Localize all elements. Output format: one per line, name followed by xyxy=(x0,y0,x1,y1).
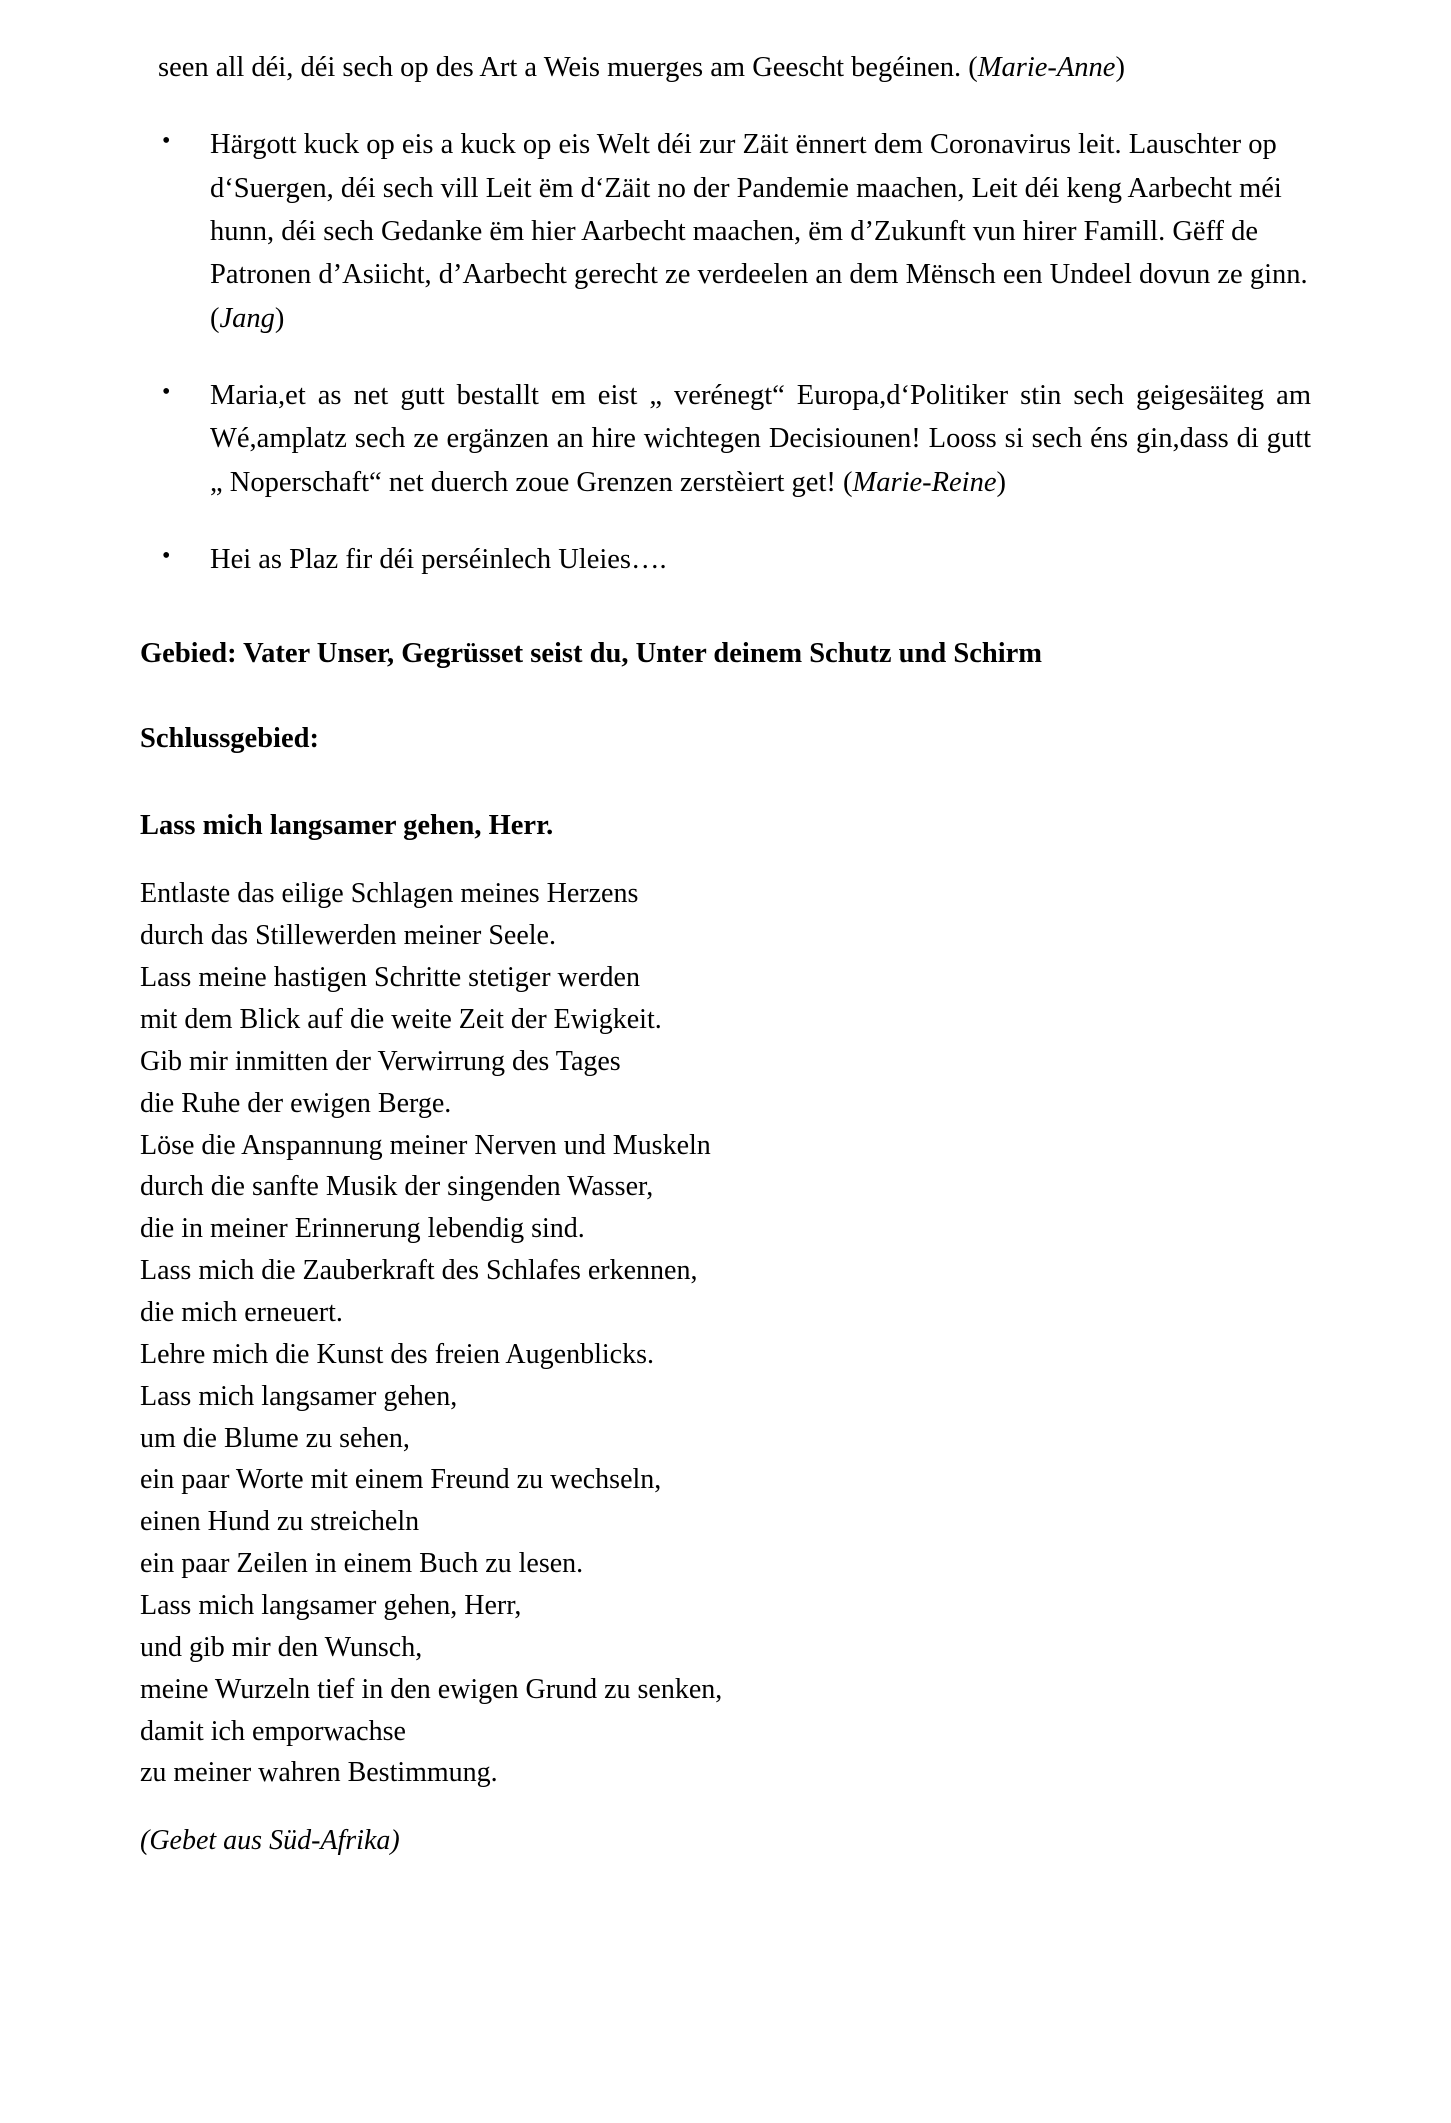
list-item-text: Hei as Plaz fir déi perséinlech Uleies…. xyxy=(210,543,667,575)
poem-line: durch die sanfte Musik der singenden Wasser, xyxy=(140,1171,654,1203)
poem-line: Gib mir inmitten der Verwirrung des Tages xyxy=(140,1045,621,1077)
poem-line: zu meiner wahren Bestimmung. xyxy=(140,1757,498,1789)
poem-line: und gib mir den Wunsch, xyxy=(140,1631,423,1663)
list-item-attribution: Marie-Reine xyxy=(852,466,997,498)
poem-line: Lass mich langsamer gehen, Herr, xyxy=(140,1589,522,1621)
list-item-text-after: ) xyxy=(996,466,1007,498)
list-item-attribution: Jang xyxy=(219,302,275,334)
poem-line: meine Wurzeln tief in den ewigen Grund zu senken, xyxy=(140,1673,723,1705)
poem-line: die mich erneuert. xyxy=(140,1296,343,1328)
bullet-dot-icon: • xyxy=(162,378,171,405)
poem-line: mit dem Blick auf die weite Zeit der Ewigkeit. xyxy=(140,1003,662,1035)
poem-line: die in meiner Erinnerung lebendig sind. xyxy=(140,1213,585,1245)
heading-schlussgebied: Schlussgebied: xyxy=(140,722,319,754)
bullet-dot-icon: • xyxy=(162,542,171,569)
bullet-list xyxy=(140,123,1311,581)
poem-body xyxy=(140,873,1311,1794)
list-item-text: Härgott kuck op eis a kuck op eis Welt déi zur Zäit ënnert dem Coronavirus leit. Lauschter op d‘Suergen, déi sech vill Leit ëm d‘Zäit no der Pandemie maachen, Leit déi keng Aarbecht méi hunn, déi sech Gedanke ëm hier Aarbecht maachen, ëm d’Zukunft vun hirer Famill. Gëff de Patronen d’Asiicht, d’Aarbecht gerecht ze verdeelen an dem Mënsch een Undeel dovun ze ginn. ( xyxy=(210,129,1308,334)
continuation-paragraph-text: seen all déi, déi sech op des Art a Weis muerges am Geescht begéinen. ( xyxy=(158,52,978,83)
poem-line: Entlaste das eilige Schlagen meines Herzens xyxy=(140,878,639,910)
heading-gebied: Gebied: Vater Unser, Gegrüsset seist du, Unter deinem Schutz und Schirm xyxy=(140,638,1043,670)
poem-line: die Ruhe der ewigen Berge. xyxy=(140,1087,452,1119)
bullet-dot-icon: • xyxy=(162,128,171,155)
poem-line: Lass mich langsamer gehen, xyxy=(140,1380,458,1412)
poem-line: damit ich emporwachse xyxy=(140,1715,406,1747)
list-item xyxy=(140,374,1311,504)
poem-line: um die Blume zu sehen, xyxy=(140,1422,410,1454)
list-item-text-after: ) xyxy=(274,302,285,334)
poem-line: Löse die Anspannung meiner Nerven und Muskeln xyxy=(140,1129,711,1161)
list-item xyxy=(140,123,1311,340)
poem-line: ein paar Worte mit einem Freund zu wechseln, xyxy=(140,1464,662,1496)
continuation-paragraph-attribution: Marie-Anne xyxy=(977,52,1116,83)
poem-line: Lass mich die Zauberkraft des Schlafes erkennen, xyxy=(140,1255,698,1287)
poem-attribution: (Gebet aus Süd-Afrika) xyxy=(140,1825,400,1857)
heading-poem-title: Lass mich langsamer gehen, Herr. xyxy=(140,809,554,841)
list-item-text: Maria,et as net gutt bestallt em eist „ verénegt“ Europa,d‘Politiker stin sech geigesäiteg am Wé,amplatz sech ze ergänzen an hire wichtegen Decisiounen! Looss si sech éns gin,dass di gutt „ Noperschaft“ net duerch zoue Grenzen zerstèiert get! ( xyxy=(210,379,1311,498)
poem-line: Lehre mich die Kunst des freien Augenblicks. xyxy=(140,1338,654,1370)
continuation-paragraph xyxy=(140,46,1311,89)
poem-line: ein paar Zeilen in einem Buch zu lesen. xyxy=(140,1548,584,1580)
poem-line: einen Hund zu streicheln xyxy=(140,1506,420,1538)
poem-line: Lass meine hastigen Schritte stetiger werden xyxy=(140,962,640,994)
continuation-paragraph-text-after: ) xyxy=(1115,52,1125,83)
list-item xyxy=(140,538,1311,581)
poem-line: durch das Stillewerden meiner Seele. xyxy=(140,920,556,952)
